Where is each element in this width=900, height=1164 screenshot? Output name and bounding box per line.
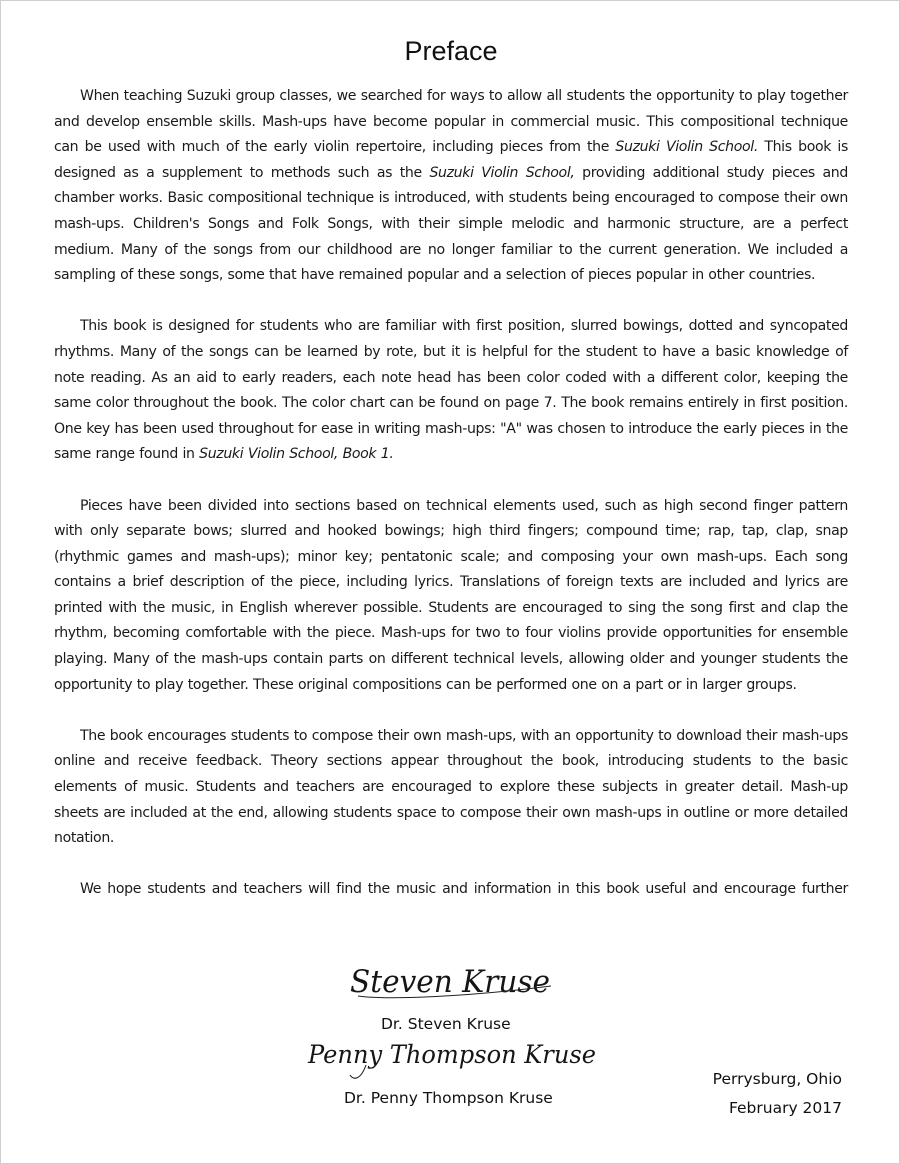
signature-penny-thompson-kruse xyxy=(306,1031,601,1083)
paragraph-2 xyxy=(54,314,848,468)
book-title-italic: Suzuki Violin School, xyxy=(429,164,575,181)
paragraph-3: Pieces have been divided into sections based on technical elements used, such as high second finger pattern with only separate bows; slurred and hooked bowings; high third fingers; compound time; rap, tap, clap, snap (rhythmic games and mash-ups); minor key; pentatonic scale; and composing your own mash-ups. Each song contains a brief description of the piece, including lyrics. Translations of foreign texts are included and lyrics are printed with the music, in English wherever possible. Students are encouraged to sing the song first and clap the rhythm, becoming comfortable with the piece. Mash-ups for two to four violins provide opportunities for ensemble playing. Many of the mash-ups contain parts on different technical levels, allowing older and younger students the opportunity to play together. These original compositions can be performed one on a part or in larger groups. xyxy=(54,497,848,693)
paragraph-1 xyxy=(54,84,848,289)
preface-body xyxy=(54,84,848,929)
signature-steven-script: Steven Kruse xyxy=(350,964,550,1000)
paragraph-2-text-a: This book is designed for students who are familiar with first position, slurred bowings, dotted and syncopated rhythms. Many of the songs can be learned by rote, but it is helpful for the student to have a basic knowledge of note reading. As an aid to early readers, each note head has been color coded with a different color, keeping the same color throughout the book. The color chart can be found on page 7. The book remains entirely in first position. One key has been used throughout for ease in writing mash-ups: "A" was chosen to introduce the early pieces in the same range found in xyxy=(54,318,848,463)
signature-penny-script: Penny Thompson Kruse xyxy=(307,1040,596,1069)
signature-steven-kruse xyxy=(346,956,558,1004)
signature-name-penny: Dr. Penny Thompson Kruse xyxy=(344,1089,553,1107)
signature-name-steven: Dr. Steven Kruse xyxy=(381,1015,511,1033)
place-date: February 2017 xyxy=(728,1099,842,1117)
book-title-italic: Suzuki Violin School, Book 1. xyxy=(199,446,394,463)
paragraph-1-text-c: This book is designed as a supplement to methods such as the xyxy=(54,139,848,181)
page-title: Preface xyxy=(404,36,498,66)
place-date-block xyxy=(713,1065,842,1123)
book-title-italic: Suzuki Violin School. xyxy=(615,139,758,156)
paragraph-4: The book encourages students to compose their own mash-ups, with an opportunity to download their mash-ups online and receive feedback. Theory sections appear throughout the book, introducing students to the basic elements of music. Students and teachers are encouraged to explore these subjects in greater detail. Mash-up sheets are included at the end, allowing students space to compose their own mash-ups in outline or more detailed notation. xyxy=(54,727,848,847)
paragraph-5: We hope students and teachers will find the music and information in this book useful and encourage further xyxy=(80,881,848,898)
place-city: Perrysburg, Ohio xyxy=(712,1070,842,1088)
paragraph-1-text-a: When teaching Suzuki group classes, we searched for ways to allow all students the opportunity to play together and develop ensemble skills. Mash-ups have become popular in commercial music. This compositional technique can be used with much of the early violin repertoire, including pieces from the xyxy=(54,88,848,156)
paragraph-1-text-e: providing additional study pieces and chamber works. Basic compositional technique is introduced, with students being encouraged to compose their own mash-ups. Children's Songs and Folk Songs, with their simple melodic and harmonic structure, are a perfect medium. Many of the songs from our childhood are no longer familiar to the current generation. We included a sampling of these songs, some that have remained popular and a selection of pieces popular in other countries. xyxy=(54,164,848,284)
